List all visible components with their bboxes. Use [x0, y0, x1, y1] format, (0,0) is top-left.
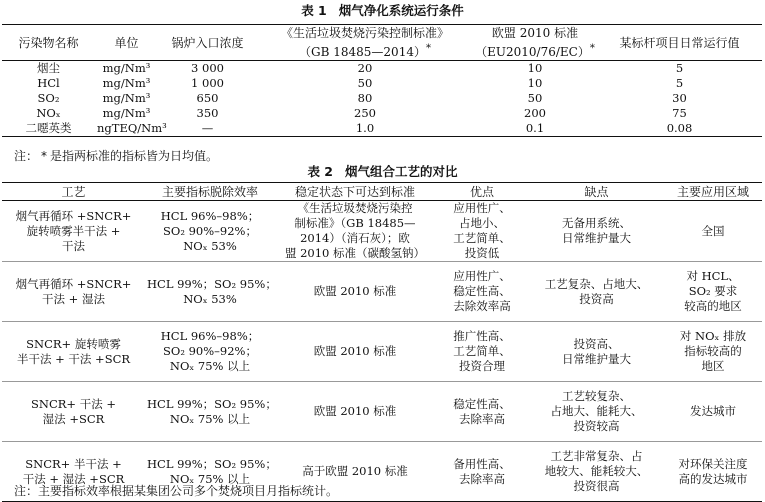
table2-cell-line: 占地小、	[459, 216, 505, 230]
table2-cell-process	[2, 201, 145, 262]
table2-cell-cons	[529, 262, 664, 322]
table1-header-eu-line2: （EU2010/76/EC）	[475, 45, 590, 59]
table2-cell-line: 欧盟 2010 标准	[313, 284, 397, 298]
table2-cell-line: 稳定性高、	[453, 396, 511, 411]
table1-title: 烟气净化系统运行条件	[338, 3, 464, 18]
table1-cell-unit: mg/Nm³	[102, 61, 151, 75]
table1-cell-gb: 20	[357, 61, 373, 75]
table2-cell-efficiency	[145, 382, 275, 442]
table2-cell-line: 投资高、	[573, 336, 620, 351]
table1-cell-eu: 0.1	[525, 121, 545, 135]
table2-cell-pros	[435, 262, 529, 322]
table2-cell-line: NOₓ 75% 以上	[169, 471, 251, 486]
table-row	[2, 121, 762, 137]
table2-cell-line: 无备用系统、	[562, 216, 631, 230]
table-row	[2, 262, 762, 322]
table2-cell-line: 稳定性高、	[453, 284, 511, 298]
table2-body	[2, 201, 762, 502]
table1-cell-unit: ngTEQ/Nm³	[97, 121, 167, 135]
table2-cell-line: HCL 99%；SO₂ 95%；	[147, 276, 277, 291]
table2-cell-cons	[529, 442, 664, 502]
table2-cell-line: 旋转喷雾半干法 +	[26, 223, 121, 238]
table2-header-cons: 缺点	[529, 183, 664, 201]
table2-cell-standard	[275, 201, 435, 262]
table2-cell-line: 干法	[62, 238, 85, 253]
table2-cell-line: 日常维护量大	[562, 231, 631, 245]
table1-cell-inlet: 650	[196, 91, 219, 105]
table2-header-standard: 稳定状态下可达到标准	[275, 183, 435, 201]
table2-cell-line: 投资合理	[459, 359, 505, 373]
table2-cell-line: 工艺简单、	[453, 344, 511, 358]
table2-cell-line: SNCR+ 旋转喷雾	[26, 336, 121, 351]
table1-cell-eu: 50	[527, 91, 543, 105]
table2-cell-line: 对 HCL、	[686, 269, 740, 283]
table2-cell-line: 应用性广、	[453, 201, 511, 215]
table2-cell-line: 2014）（消石灰）；欧	[300, 231, 410, 245]
table2-cell-process	[2, 262, 145, 322]
table2-header-row	[2, 183, 762, 201]
table2-cell-line: 日常维护量大	[562, 351, 631, 366]
table1-header-gb-line1: 《生活垃圾焚烧污染控制标准》	[280, 26, 449, 40]
table2-header-region: 主要应用区域	[664, 183, 762, 201]
table2-cell-region	[664, 201, 762, 262]
table1-header-gb-line2: （GB 18485—2014）	[299, 45, 426, 59]
table2-cell-efficiency	[145, 201, 275, 262]
table1-cell-unit: mg/Nm³	[102, 91, 151, 105]
table2-cell-region	[664, 382, 762, 442]
table2-cell-line: SNCR+ 半干法 +	[25, 456, 122, 471]
table2-number: 表 2	[307, 164, 334, 179]
table2-cell-efficiency	[145, 322, 275, 382]
table2-cell-line: 全国	[701, 223, 725, 238]
table1-cell-pollutant: SO₂	[37, 91, 60, 105]
table1-cell-pollutant: HCl	[37, 76, 60, 90]
table2-cell-line: 对环保关注度	[678, 456, 748, 471]
table2-cell-pros	[435, 322, 529, 382]
table-row	[2, 382, 762, 442]
table2-cell-standard	[275, 382, 435, 442]
table1-cell-project: 5	[675, 76, 684, 90]
table1-header-eu-line2-wrap	[475, 41, 595, 60]
table2-cell-cons	[529, 382, 664, 442]
table1-header-pollutant: 污染物名称	[2, 25, 95, 61]
table2-cell-line: 去除率高	[459, 471, 505, 486]
table2-cell-line: 干法 + 湿法	[42, 291, 105, 306]
table1-cell-pollutant: NOₓ	[36, 106, 61, 120]
table2-header-pros: 优点	[435, 183, 529, 201]
table1-header-gb-mark: *	[425, 43, 431, 54]
table2-cell-line: 应用性广、	[453, 269, 511, 283]
table2-cell-line: 去除率高	[459, 411, 505, 426]
table1-caption	[0, 3, 765, 19]
table1-cell-inlet: —	[201, 121, 214, 135]
table2-cell-efficiency	[145, 262, 275, 322]
table1-header-eu	[473, 25, 597, 61]
table2-cell-line: 《生活垃圾焚烧污染控	[297, 201, 413, 215]
table2-cell-region	[664, 442, 762, 502]
table2-cell-line: 工艺较复杂、	[562, 389, 631, 403]
table2-cell-line: 工艺复杂、占地大、	[544, 276, 649, 291]
table1-cell-gb: 250	[354, 106, 376, 120]
table2-cell-line: 对 NOₓ 排放	[679, 329, 747, 343]
table2-cell-line: 欧盟 2010 标准	[313, 344, 397, 358]
table2-cell-region	[664, 322, 762, 382]
table2-cell-line: NOₓ 75% 以上	[169, 359, 251, 373]
table-row	[2, 322, 762, 382]
table1-cell-gb: 1.0	[355, 121, 375, 135]
table2-cell-line: SNCR+ 干法 +	[31, 396, 116, 411]
table2-cell-line: 地较大、能耗较大、	[544, 464, 649, 478]
table2-cell-cons	[529, 322, 664, 382]
table2-cell-line: 指标较高的	[684, 344, 742, 358]
table2-title: 烟气组合工艺的对比	[345, 164, 458, 179]
table-row	[2, 61, 762, 77]
table1-header-inlet: 锅炉入口浓度	[158, 25, 257, 61]
table2-cell-line: 较高的地区	[684, 299, 742, 313]
table2-cell-region	[664, 262, 762, 322]
table2-cell-line: 制标准》（GB 18485—	[294, 216, 416, 230]
table2-cell-line: 半干法 + 干法 +SCR	[16, 351, 131, 366]
table1-cell-pollutant: 烟尘	[37, 61, 60, 75]
table2-cell-line: SO₂ 90%–92%；	[163, 344, 257, 358]
table2-cell-line: SO₂ 要求	[688, 284, 738, 298]
table2-cell-line: HCL 99%；SO₂ 95%；	[147, 396, 277, 411]
table2-cell-line: 湿法 +SCR	[42, 411, 105, 426]
table1-cell-project: 75	[672, 106, 687, 120]
table2-cell-line: 盟 2010 标准（碳酸氢钠）	[284, 246, 426, 260]
table1-cell-inlet: 3 000	[191, 61, 224, 75]
table2-cell-line: 投资低	[464, 246, 500, 260]
table2-cell-pros	[435, 442, 529, 502]
table2-cell-line: 欧盟 2010 标准	[313, 404, 397, 418]
table2-cell-line: 推广性高、	[453, 329, 511, 343]
table1	[2, 24, 762, 137]
table2-cell-line: 去除效率高	[453, 299, 511, 313]
table2-note: 注：主要指标效率根据某集团公司多个焚烧项目月指标统计。	[14, 484, 339, 498]
table2-cell-line: NOₓ 53%	[183, 238, 237, 253]
table2-caption	[0, 164, 765, 180]
table2-cell-pros	[435, 382, 529, 442]
table1-cell-eu: 10	[527, 61, 543, 75]
table2-cell-process	[2, 382, 145, 442]
table1-cell-unit: mg/Nm³	[102, 76, 151, 90]
table2-cell-line: 投资很高	[573, 479, 620, 493]
table2-header-efficiency: 主要指标脱除效率	[145, 183, 275, 201]
table2-cell-line: HCL 96%–98%；	[160, 329, 260, 343]
table1-cell-gb: 50	[357, 76, 373, 90]
table1-header-project: 某标杆项目日常运行值	[597, 25, 762, 61]
table2-cell-cons	[529, 201, 664, 262]
table1-cell-project: 30	[672, 91, 687, 105]
table1-header-gb-line2-wrap	[259, 41, 471, 60]
table2-cell-line: 投资高	[579, 291, 614, 306]
table1-cell-unit: mg/Nm³	[102, 106, 151, 120]
table1-note	[14, 148, 218, 164]
table1-number: 表 1	[301, 3, 327, 18]
table1-note-text: 是指两标准的指标皆为日均值。	[50, 149, 219, 163]
table-row	[2, 76, 762, 91]
table1-cell-project: 5	[675, 61, 684, 75]
table2-cell-standard	[275, 262, 435, 322]
table1-cell-inlet: 1 000	[191, 76, 224, 90]
table-row	[2, 106, 762, 121]
table2-cell-line: 干法 + 湿法 +SCR	[22, 471, 125, 486]
table2-cell-line: 发达城市	[690, 404, 736, 418]
table-row	[2, 201, 762, 262]
table1-cell-pollutant: 二噁英类	[25, 121, 72, 135]
table2-cell-line: 烟气再循环 +SNCR+	[15, 276, 132, 291]
table2-cell-line: 烟气再循环 +SNCR+	[15, 208, 132, 223]
table-row	[2, 91, 762, 106]
table1-header-unit: 单位	[95, 25, 158, 61]
table2-cell-line: 占地大、能耗大、	[550, 404, 643, 418]
table1-header-row	[2, 25, 762, 61]
table1-header-eu-mark: *	[589, 43, 595, 54]
table1-header-gb	[257, 25, 473, 61]
table2-cell-line: NOₓ 75% 以上	[169, 411, 251, 426]
table2-header-process: 工艺	[2, 183, 145, 201]
table1-header-eu-line1: 欧盟 2010 标准	[491, 26, 579, 40]
table1-note-prefix: 注：	[14, 149, 39, 163]
table2-cell-line: HCL 99%；SO₂ 95%；	[147, 456, 277, 471]
table2-cell-line: 高于欧盟 2010 标准	[302, 464, 408, 478]
table1-note-star: *	[41, 149, 48, 163]
table2-cell-line: SO₂ 90%–92%；	[163, 223, 257, 238]
table2-cell-line: 工艺非常复杂、占	[550, 449, 643, 463]
table2-cell-line: 高的发达城市	[678, 471, 748, 486]
table2-cell-standard	[275, 322, 435, 382]
table2-cell-line: 投资较高	[573, 419, 620, 433]
table2-cell-line: 工艺简单、	[453, 231, 511, 245]
table1-cell-gb: 80	[357, 91, 373, 105]
table1-cell-eu: 10	[527, 76, 543, 90]
table2-cell-line: 地区	[701, 359, 725, 373]
table2-cell-line: HCL 96%–98%；	[160, 208, 260, 223]
table2-cell-process	[2, 322, 145, 382]
table2-cell-line: NOₓ 53%	[183, 291, 237, 306]
table1-cell-inlet: 350	[196, 106, 219, 120]
table2-cell-pros	[435, 201, 529, 262]
table2	[2, 182, 762, 502]
table2-cell-line: 备用性高、	[453, 456, 511, 471]
table1-cell-project: 0.08	[666, 121, 693, 135]
table1-cell-eu: 200	[524, 106, 546, 120]
